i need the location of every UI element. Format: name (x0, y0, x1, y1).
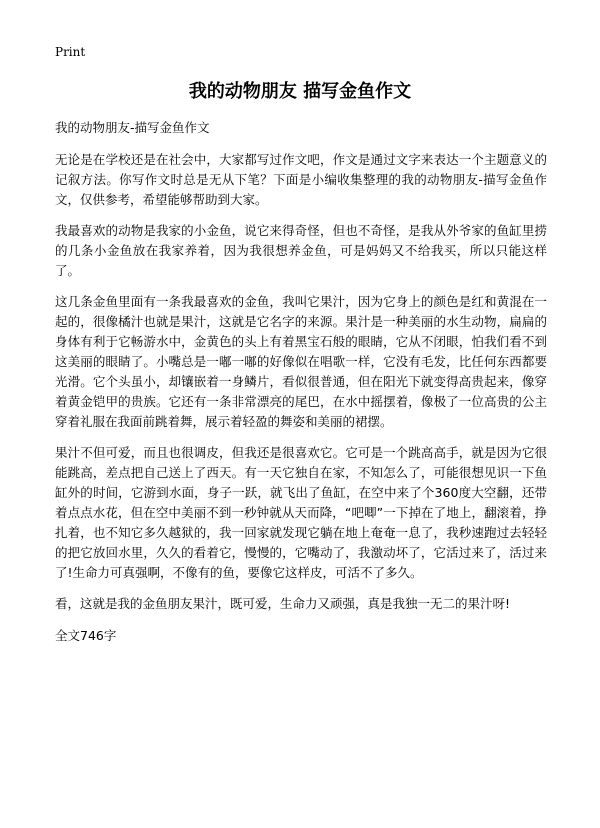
word-count: 全文746字 (55, 628, 117, 643)
paragraph-conclusion: 看，这就是我的金鱼朋友果汁，既可爱，生命力又顽强，真是我独一无二的果汁呀! (55, 596, 511, 611)
page-title: 我的动物朋友 描写金鱼作文 (188, 81, 412, 102)
paragraph-origin: 我最喜欢的动物是我家的小金鱼，说它来得奇怪，但也不奇怪，是我从外爷家的鱼缸里捞的几条小金鱼放在我家养着，因为我很想养金鱼，可是妈妈又不给我买，所以只能这样了。 (55, 223, 547, 278)
article-subtitle: 我的动物朋友-描写金鱼作文 (55, 120, 210, 135)
paragraph-intro: 无论是在学校还是在社会中，大家都写过作文吧，作文是通过文字来表达一个主题意义的记叙方法。你写作文时总是无从下笔？下面是小编收集整理的我的动物朋友-描写金鱼作文，仅供参考，希望能够帮助到大家。 (55, 152, 547, 207)
paragraph-story: 果汁不但可爱，而且也很调皮，但我还是很喜欢它。它可是一个跳高高手，就是因为它很能跳高，差点把自己送上了西天。有一天它独自在家，不知怎么了，可能很想见识一下鱼缸外的时间，它游到水面，身子一跃，就飞出了鱼缸，在空中来了个360度大空翻，还带着点点水花，但在空中美丽不到一秒钟就从天而降，“吧唧”一下掉在了地上，翻滚着，挣扎着，也不知它多久越狱的，我一回家就发现它躺在地上奄奄一息了，我秒速跑过去轻轻的把它放回水里，久久的看着它，慢慢的，它嘴动了，我激动坏了，它活过来了，活过来了!生命力可真强啊，不像有的鱼，要像它这样皮，可活不了多久。 (55, 445, 547, 580)
article-body (55, 118, 547, 646)
paragraph-description: 这几条金鱼里面有一条我最喜欢的金鱼，我叫它果汁，因为它身上的颜色是红和黄混在一起的，很像橘汁也就是果汁，这就是它名字的来源。果汁是一种美丽的水生动物，扁扁的身体有利于它畅游水中，金黄色的头上有着黑宝石般的眼睛，它从不闭眼，怕我们看不到这美丽的眼睛了。小嘴总是一嘟一嘟的好像似在唱歌一样，它没有毛发，比任何东西都要光滑。它个头虽小，却镶嵌着一身鳞片，看似很普通，但在阳光下就变得高贵起来，像穿着黄金铠甲的贵族。它还有一条非常漂亮的尾巴，在水中摇摆着，像极了一位高贵的公主穿着礼服在我面前跳着舞，展示着轻盈的舞姿和美丽的裙摆。 (55, 294, 547, 429)
print-link[interactable]: Print (55, 45, 86, 59)
